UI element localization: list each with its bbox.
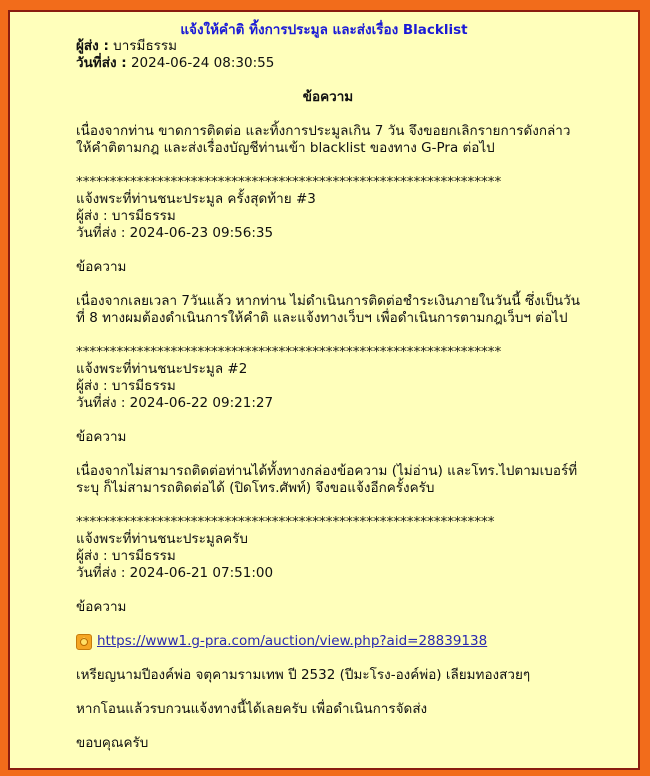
quoted-sender: ผู้ส่ง : บารมีธรรม xyxy=(76,378,176,394)
message-body: เนื่องจากท่าน ขาดการติดต่อ และทิ้งการประมูลเกิน 7 วัน จึงขอยกเลิกรายการดังกล่าว ให้คำติตามกฎ และส่งเรื่องบัญชีท่านเข้า blacklist ของทาง G-Pra ต่อไป xyxy=(76,123,571,156)
quoted-heading: ข้อความ xyxy=(76,599,127,615)
separator: *************************************************************** xyxy=(76,174,502,190)
quoted-body: เนื่องจากไม่สามารถติดต่อท่านได้ทั้งทางกล่องข้อความ (ไม่อ่าน) และโทร.ไปตามเบอร์ที่ระบุ ก็ไม่สามารถติดต่อได้ (ปิดโทร.ศัพท์) จึงขอแจ้งอีกครั้งครับ xyxy=(76,463,578,496)
quoted-date: วันที่ส่ง : 2024-06-22 09:21:27 xyxy=(76,395,274,411)
sender-value: บารมีธรรม xyxy=(113,38,178,54)
quoted-sender: ผู้ส่ง : บารมีธรรม xyxy=(76,208,176,224)
quoted-body: เนื่องจากเลยเวลา 7วันแล้ว หากท่าน ไม่ดำเนินการติดต่อชำระเงินภายในวันนี้ ซึ่งเป็นวันที่ 8 ทางผมต้องดำเนินการให้คำติ และแจ้งทางเว็บฯ เพื่อดำเนินการตามกฎเว็บฯ ต่อไป xyxy=(76,293,580,326)
separator: *************************************************************** xyxy=(76,344,502,360)
quoted-sender: ผู้ส่ง : บารมีธรรม xyxy=(76,548,176,564)
page-title: แจ้งให้คำติ ทิ้งการประมูล และส่งเรื่อง Blacklist xyxy=(180,22,468,38)
date-row xyxy=(76,55,580,72)
quoted-title: แจ้งพระที่ท่านชนะประมูล #2 xyxy=(76,361,248,377)
sender-row xyxy=(76,38,580,55)
quoted-title: แจ้งพระที่ท่านชนะประมูลครับ xyxy=(76,531,248,547)
message-panel xyxy=(8,10,640,770)
message-content xyxy=(10,38,638,752)
message-heading: ข้อความ xyxy=(302,89,354,105)
date-value: 2024-06-24 08:30:55 xyxy=(130,55,275,71)
quoted-line: ขอบคุณครับ xyxy=(76,735,149,751)
quoted-heading: ข้อความ xyxy=(76,259,127,275)
date-label: วันที่ส่ง : xyxy=(76,55,127,71)
auction-link[interactable]: https://www1.g-pra.com/auction/view.php?aid=28839138 xyxy=(97,633,488,649)
auction-item-icon xyxy=(76,634,92,650)
quoted-date: วันที่ส่ง : 2024-06-23 09:56:35 xyxy=(76,225,274,241)
quoted-title: แจ้งพระที่ท่านชนะประมูล ครั้งสุดท้าย #3 xyxy=(76,191,316,207)
quoted-line: เหรียญนามปีองค์พ่อ จตุคามรามเทพ ปี 2532 (ปีมะโรง-องค์พ่อ) เลียมทองสวยๆ xyxy=(76,667,531,683)
quoted-line: หากโอนแล้วรบกวนแจ้งทางนี้ได้เลยครับ เพื่อดำเนินการจัดส่ง xyxy=(76,701,428,717)
quoted-heading: ข้อความ xyxy=(76,429,127,445)
separator: ************************************************************** xyxy=(76,514,495,530)
sender-label: ผู้ส่ง : xyxy=(76,38,109,54)
quoted-date: วันที่ส่ง : 2024-06-21 07:51:00 xyxy=(76,565,274,581)
auction-link-row xyxy=(76,633,580,650)
